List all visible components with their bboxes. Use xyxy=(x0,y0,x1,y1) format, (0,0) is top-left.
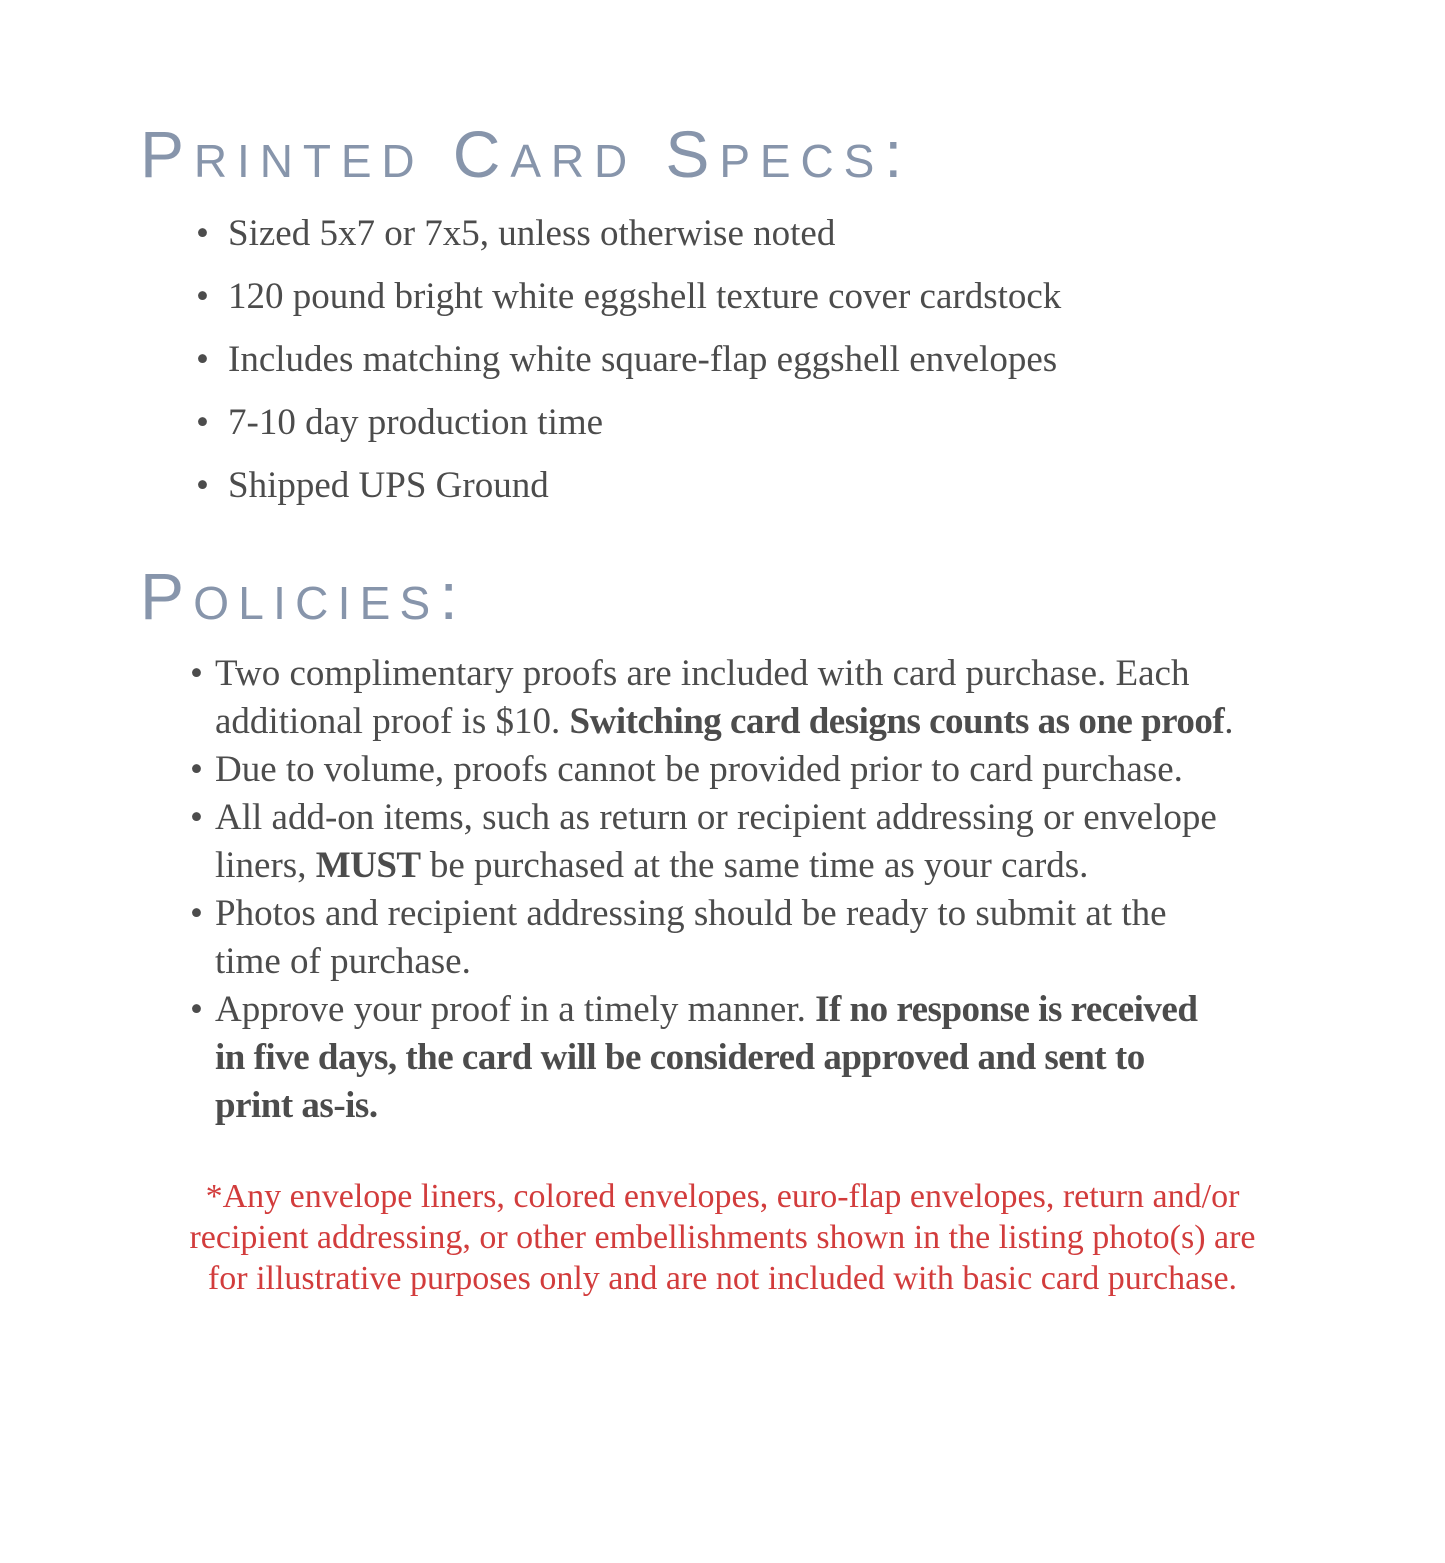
list-item xyxy=(196,212,1445,256)
text-line xyxy=(228,275,1445,319)
text-line xyxy=(0,1217,1445,1258)
text-line xyxy=(228,401,1445,445)
bullet-marker: • xyxy=(196,213,209,254)
text: Sized 5x7 or 7x5, unless otherwise noted xyxy=(228,213,836,254)
disclaimer-note xyxy=(0,1176,1445,1299)
text: 120 pound bright white eggshell texture cover cardstock xyxy=(228,276,1062,317)
text-line xyxy=(215,986,1445,1034)
bold-text: in five days, the card will be considered approved and sent to xyxy=(215,1037,1145,1078)
bullet-marker: • xyxy=(190,749,203,790)
text: time of purchase. xyxy=(215,941,471,982)
list-item xyxy=(190,986,1445,1130)
text: Includes matching white square-flap eggshell envelopes xyxy=(228,339,1058,380)
text: Photos and recipient addressing should be ready to submit at the xyxy=(215,893,1167,934)
printed-card-info-sheet xyxy=(0,118,1445,1563)
text: liners, xyxy=(215,845,316,886)
text: additional proof is $10. xyxy=(215,701,570,742)
text: be purchased at the same time as your cards. xyxy=(420,845,1089,886)
text-line xyxy=(228,338,1445,382)
list-item xyxy=(190,650,1445,746)
printed-card-specs-heading: Printed Card Specs: xyxy=(140,117,913,191)
text-line xyxy=(215,938,1445,986)
text: recipient addressing, or other embellishments shown in the listing photo(s) are xyxy=(189,1219,1256,1256)
policies-section xyxy=(0,560,1445,1130)
list-item xyxy=(190,794,1445,890)
bullet-marker: • xyxy=(196,276,209,317)
text-line xyxy=(0,1258,1445,1299)
text-line xyxy=(215,794,1445,842)
bold-text: If no response is received xyxy=(815,989,1198,1030)
list-item xyxy=(196,275,1445,319)
text: . xyxy=(1224,701,1234,742)
printed-card-specs-section xyxy=(0,118,1445,508)
list-item xyxy=(196,338,1445,382)
text: Due to volume, proofs cannot be provided prior to card purchase. xyxy=(215,749,1183,790)
list-item xyxy=(196,464,1445,508)
text-line xyxy=(215,890,1445,938)
text-line xyxy=(215,1034,1445,1082)
bullet-marker: • xyxy=(196,402,209,443)
bullet-marker: • xyxy=(190,989,203,1030)
policies-heading: Policies: xyxy=(140,559,468,633)
text: 7-10 day production time xyxy=(228,402,604,443)
policies-list xyxy=(0,650,1445,1130)
text-line xyxy=(228,212,1445,256)
text: Shipped UPS Ground xyxy=(228,465,549,506)
text: Approve your proof in a timely manner. xyxy=(215,989,816,1030)
text-line xyxy=(215,698,1445,746)
bullet-marker: • xyxy=(196,465,209,506)
text-line xyxy=(0,1176,1445,1217)
bullet-marker: • xyxy=(190,797,203,838)
list-item xyxy=(196,401,1445,445)
bullet-marker: • xyxy=(190,653,203,694)
text: *Any envelope liners, colored envelopes, euro-flap envelopes, return and/or xyxy=(205,1178,1240,1215)
text: for illustrative purposes only and are not included with basic card purchase. xyxy=(207,1260,1238,1297)
text-line xyxy=(215,746,1445,794)
bullet-marker: • xyxy=(190,893,203,934)
text-line xyxy=(215,650,1445,698)
bold-text: print as-is. xyxy=(215,1085,378,1126)
text-line xyxy=(215,1082,1445,1130)
list-item xyxy=(190,746,1445,794)
text-line xyxy=(228,464,1445,508)
bullet-marker: • xyxy=(196,339,209,380)
bold-text: Switching card designs counts as one proof xyxy=(569,701,1225,742)
text: Two complimentary proofs are included with card purchase. Each xyxy=(215,653,1190,694)
text: All add-on items, such as return or recipient addressing or envelope xyxy=(215,797,1217,838)
bold-text: MUST xyxy=(315,845,421,886)
list-item xyxy=(190,890,1445,986)
printed-card-specs-list xyxy=(0,212,1445,508)
text-line xyxy=(215,842,1445,890)
